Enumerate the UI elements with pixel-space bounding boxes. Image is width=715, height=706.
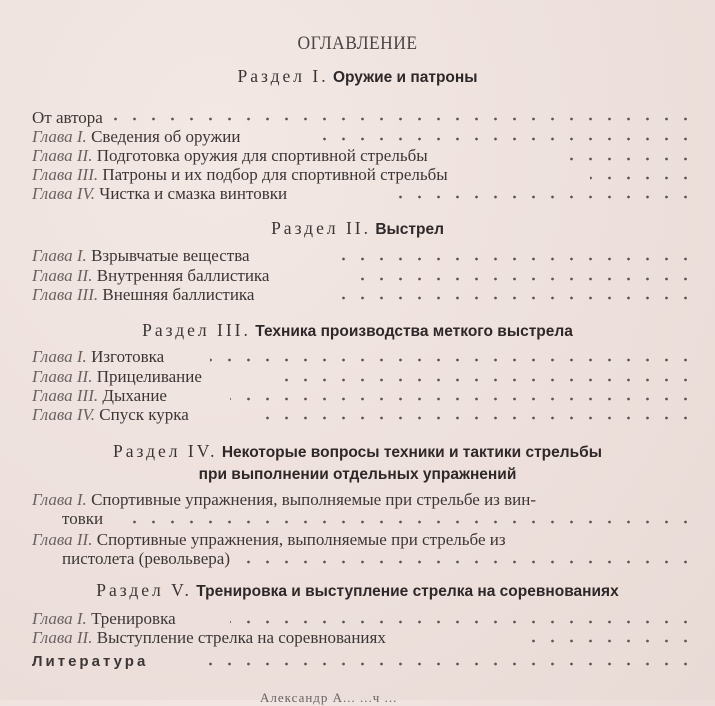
leader-dots xyxy=(330,257,695,261)
toc-entry-continuation[interactable]: пистолета (револьвера) xyxy=(62,549,230,568)
section-heading-4: Раздел IV. Некоторые вопросы техники и тактики стрельбы при выполнении отдельных упражнений xyxy=(113,441,602,483)
page-title: ОГЛАВЛЕНИЕ xyxy=(297,33,418,54)
leader-dots xyxy=(120,520,695,524)
toc-entry[interactable]: Глава I. Взрывчатые вещества xyxy=(32,246,250,265)
toc-entry[interactable]: Глава I. Тренировка xyxy=(32,609,176,628)
toc-entry[interactable]: От автора xyxy=(32,108,103,127)
toc-entry[interactable]: Глава I. Изготовка xyxy=(32,347,165,366)
toc-entry-continuation[interactable]: товки xyxy=(62,509,104,528)
section-heading-3: Раздел III. Техника производства меткого выстрела xyxy=(142,320,573,340)
leader-dots xyxy=(320,137,695,141)
section-heading-1: Раздел I. Оружие и патроны xyxy=(237,66,478,86)
toc-entry-literature[interactable]: Литература xyxy=(32,653,149,670)
leader-dots xyxy=(520,639,695,643)
leader-dots xyxy=(390,195,695,199)
toc-entry[interactable]: Глава II. Выступление стрелка на соревнованиях xyxy=(32,628,386,647)
leader-dots xyxy=(230,397,695,401)
leader-dots xyxy=(330,296,695,300)
section-heading-2: Раздел II. Выстрел xyxy=(271,218,444,238)
toc-entry[interactable]: Глава II. Подготовка оружия для спортивной стрельбы xyxy=(32,146,428,165)
leader-dots xyxy=(230,620,695,624)
leader-dots xyxy=(270,378,695,382)
leader-dots xyxy=(570,157,695,161)
toc-entry[interactable]: Глава IV. Чистка и смазка винтовки xyxy=(32,184,288,203)
leader-dots xyxy=(210,358,695,362)
leader-dots xyxy=(110,117,695,121)
leader-dots xyxy=(590,176,695,180)
leader-dots xyxy=(195,662,695,666)
toc-entry[interactable]: Глава I. Спортивные упражнения, выполняемые при стрельбе из вин- xyxy=(32,490,537,509)
toc-entry[interactable]: Глава II. Внутренняя баллистика xyxy=(32,266,270,285)
toc-entry[interactable]: Глава III. Внешняя баллистика xyxy=(32,285,255,304)
section-heading-5: Раздел V. Тренировка и выступление стрелка на соревнованиях xyxy=(96,580,619,600)
toc-entry[interactable]: Глава II. Прицеливание xyxy=(32,367,202,386)
leader-dots xyxy=(250,416,695,420)
footer-partial-text: Александр А... ...ч ... xyxy=(260,690,398,705)
leader-dots xyxy=(240,560,695,564)
toc-entry[interactable]: Глава II. Спортивные упражнения, выполняемые при стрельбе из xyxy=(32,530,506,549)
leader-dots xyxy=(350,277,695,281)
toc-entry[interactable]: Глава III. Дыхание xyxy=(32,386,167,405)
toc-entry[interactable]: Глава I. Сведения об оружии xyxy=(32,127,241,146)
toc-entry[interactable]: Глава IV. Спуск курка xyxy=(32,405,189,424)
toc-entry[interactable]: Глава III. Патроны и их подбор для спортивной стрельбы xyxy=(32,165,448,184)
